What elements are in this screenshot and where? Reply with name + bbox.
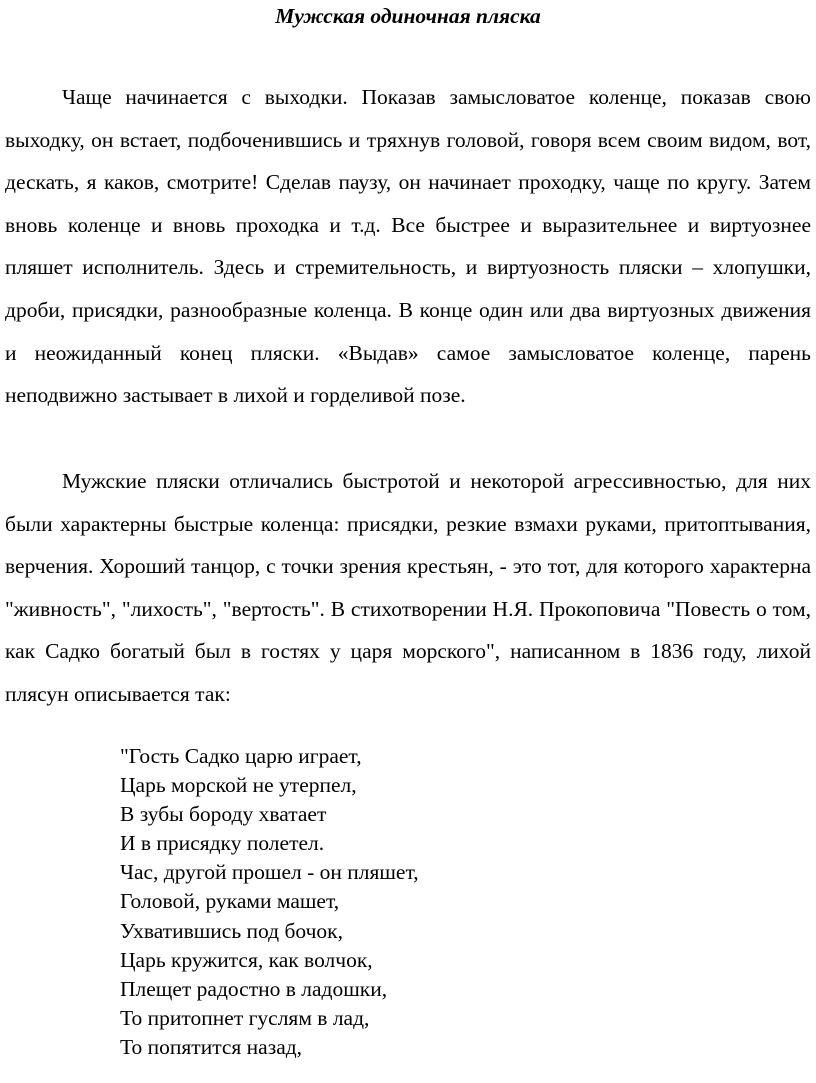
- paragraph-1: Чаще начинается с выходки. Показав замысловатое коленце, показав свою выходку, он встает, подбоченившись и тряхнув головой, говоря всем своим видом, вот, дескать, я каков, смотрите! Сделав паузу, он начинает проходку, чаще по кругу. Затем вновь коленце и вновь проходка и т.д. Все быстрее и выразительнее и виртуознее пляшет исполнитель. Здесь и стремительность, и виртуозность пляски – хлопушки, дроби, присядки, разнообразные коленца. В конце один или два виртуозных движения и неожиданный конец пляски. «Выдав» самое замысловатое коленце, парень неподвижно застывает в лихой и горделивой позе.: [5, 85, 811, 408]
- poem-line: То попятится назад,: [120, 1034, 303, 1059]
- poem-line: То притопнет гуслям в лад,: [120, 1005, 370, 1030]
- poem-line: Царь кружится, как волчок,: [120, 947, 373, 972]
- document-title: Мужская одиночная пляска: [275, 4, 541, 28]
- poem-line: Головой, руками машет,: [120, 889, 340, 914]
- poem-line: "Гость Садко царю играет,: [120, 744, 362, 768]
- poem-block: [120, 742, 720, 1062]
- poem-line: Плещет радостно в ладошки,: [120, 976, 388, 1001]
- poem-line: Царь морской не утерпел,: [120, 773, 357, 798]
- poem-line: Ухватившись под бочок,: [120, 918, 343, 943]
- poem-line: В зубы бороду хватает: [120, 802, 327, 827]
- paragraph-2: Мужские пляски отличались быстротой и некоторой агрессивностью, для них были характерны быстрые коленца: присядки, резкие взмахи руками, притоптывания, верчения. Хороший танцор, с точки зрения крестьян, - это тот, для которого характерна "живность", "лихость", "вертость". В стихотворении Н.Я. Прокоповича "Повесть о том, как Садко богатый был в гостях у царя морского", написанном в 1836 году, лихой плясун описывается так:: [5, 469, 811, 706]
- poem-line: Час, другой прошел - он пляшет,: [120, 860, 419, 885]
- poem-line: И в присядку полетел.: [120, 831, 325, 856]
